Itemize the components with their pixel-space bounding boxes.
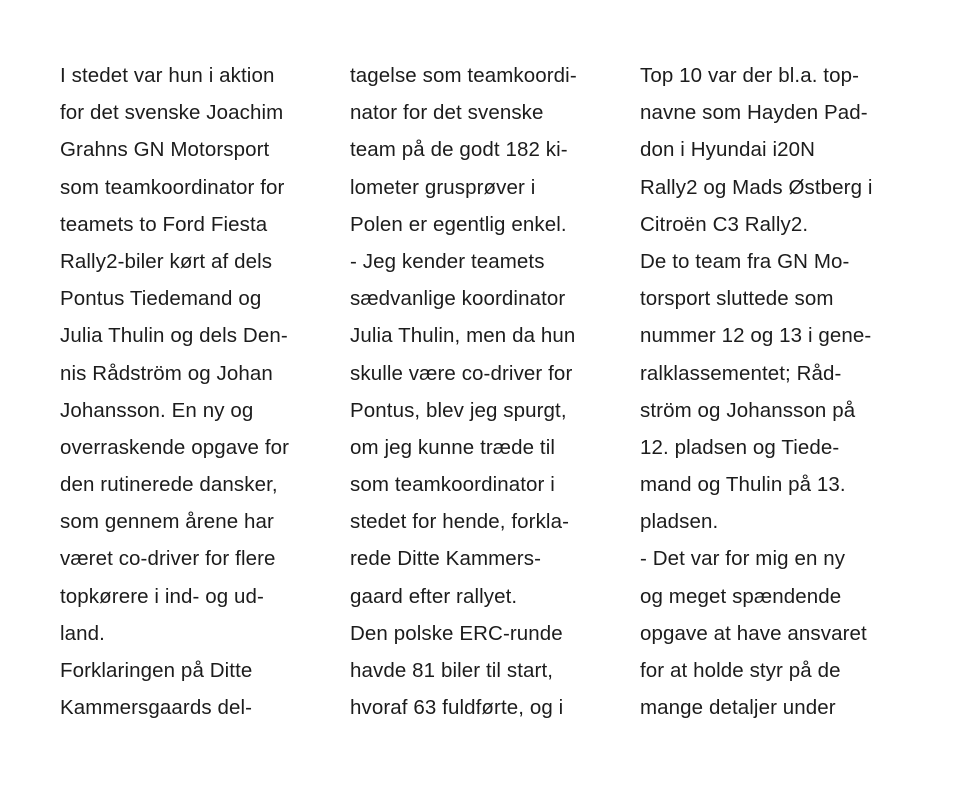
text-line: Forklaringen på Ditte (60, 659, 253, 682)
text-line: den rutinerede dansker, (60, 473, 278, 497)
text-line: hvoraf 63 fuldførte, og i (350, 696, 564, 720)
text-line: De to team fra GN Mo- (640, 249, 850, 273)
text-line: havde 81 biler til start, (350, 659, 554, 682)
text-line: lometer grusprøver i (350, 175, 536, 199)
text-line: ström og Johansson på (640, 398, 856, 422)
text-line: nator for det svenske (350, 101, 544, 125)
text-line: pladsen. (640, 510, 719, 534)
text-line: Polen er egentlig enkel. (350, 212, 567, 236)
article-column-1 (60, 57, 335, 726)
text-line: for at holde styr på de (640, 659, 841, 682)
text-line: Pontus, blev jeg spurgt, (350, 398, 567, 422)
text-line: som gennem årene har (60, 510, 274, 534)
text-line: Top 10 var der bl.a. top- (640, 64, 860, 87)
text-line: teamets to Ford Fiesta (60, 212, 268, 236)
text-line: team på de godt 182 ki- (350, 138, 568, 162)
article-column-3 (640, 57, 940, 726)
text-line: Citroën C3 Rally2. (640, 212, 809, 236)
text-line: torsport sluttede som (640, 287, 834, 311)
text-line: Johansson. En ny og (60, 398, 254, 422)
text-line: stedet for hende, forkla- (350, 510, 570, 534)
text-line: nis Rådström og Johan (60, 361, 273, 385)
text-line: mand og Thulin på 13. (640, 473, 846, 497)
text-line: land. (60, 621, 105, 645)
text-line: mange detaljer under (640, 696, 836, 720)
text-line: overraskende opgave for (60, 435, 290, 459)
text-line: Grahns GN Motorsport (60, 138, 270, 162)
text-line: skulle være co-driver for (350, 361, 573, 385)
text-line: opgave at have ansvaret (640, 621, 867, 645)
article-column-2 (350, 57, 625, 726)
text-line: - Det var for mig en ny (640, 547, 846, 571)
text-line: om jeg kunne træde til (350, 435, 556, 459)
text-line: Den polske ERC-runde (350, 621, 563, 645)
text-line: - Jeg kender teamets (350, 249, 545, 273)
text-line: 12. pladsen og Tiede- (640, 435, 840, 459)
text-line: navne som Hayden Pad- (640, 101, 868, 125)
text-line: rede Ditte Kammers- (350, 547, 542, 571)
text-line: for det svenske Joachim (60, 101, 284, 125)
text-line: nummer 12 og 13 i gene- (640, 324, 872, 348)
text-line: tagelse som teamkoordi- (350, 64, 577, 87)
text-line: og meget spændende (640, 584, 842, 608)
text-line: Julia Thulin og dels Den- (60, 324, 288, 348)
text-line: don i Hyundai i20N (640, 138, 816, 162)
text-line: gaard efter rallyet. (350, 584, 518, 608)
text-line: Kammersgaards del- (60, 696, 253, 720)
text-line: Pontus Tiedemand og (60, 287, 262, 311)
text-line: været co-driver for flere (60, 547, 276, 571)
text-line: Rally2 og Mads Østberg i (640, 175, 873, 199)
text-line: som teamkoordinator i (350, 473, 555, 497)
text-line: Rally2-biler kørt af dels (60, 249, 273, 273)
text-line: topkørere i ind- og ud- (60, 584, 264, 608)
text-line: sædvanlige koordinator (350, 287, 566, 311)
text-line: I stedet var hun i aktion (60, 64, 275, 87)
text-line: Julia Thulin, men da hun (350, 324, 576, 348)
text-line: som teamkoordinator for (60, 175, 285, 199)
text-line: ralklassementet; Råd- (640, 361, 842, 385)
